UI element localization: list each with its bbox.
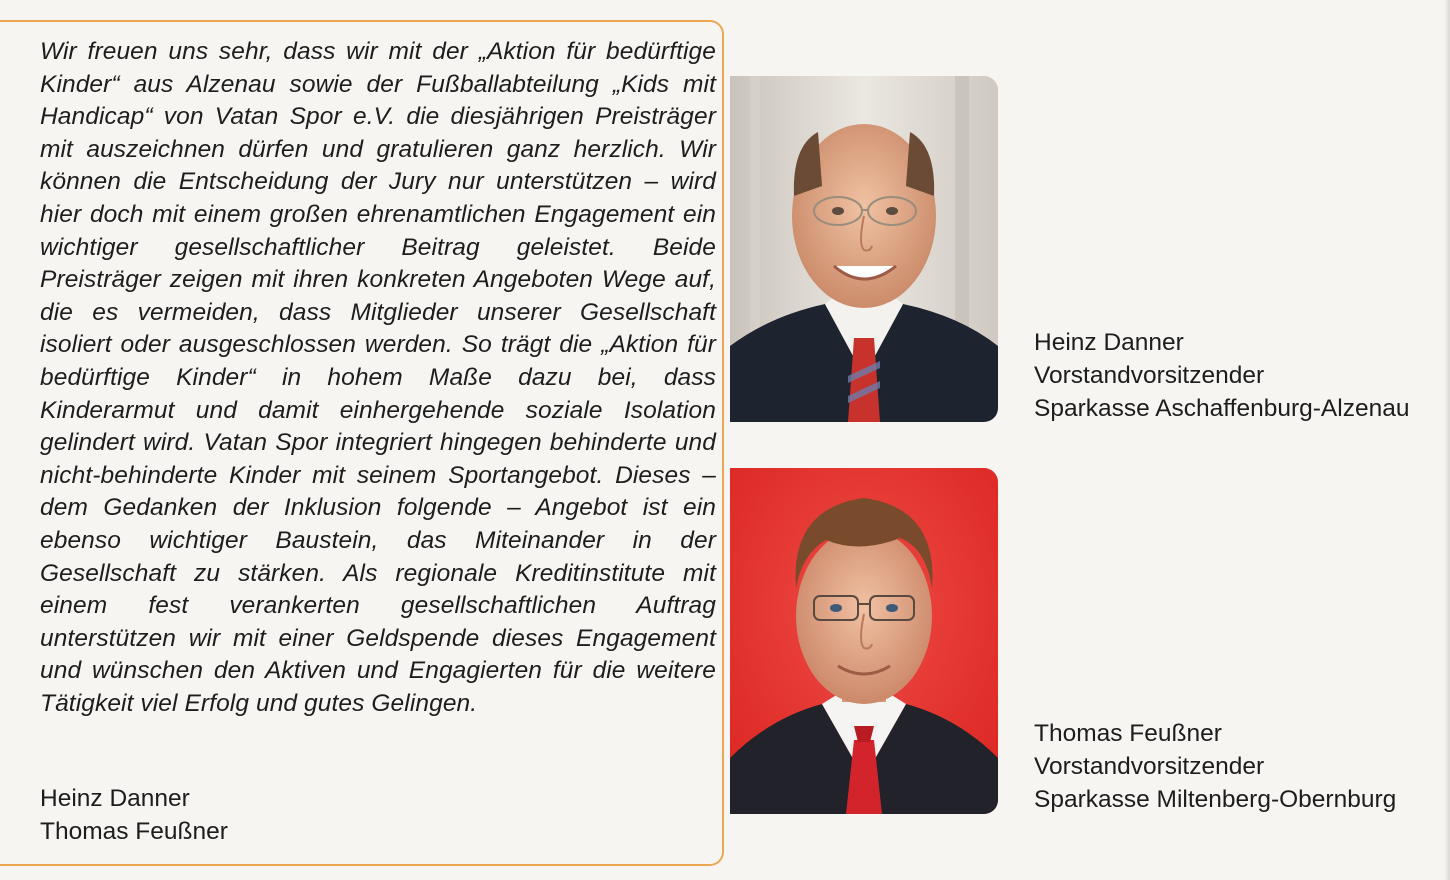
person-organization: Sparkasse Aschaffenburg-Alzenau — [1034, 395, 1410, 422]
caption-heinz-danner — [1034, 326, 1409, 425]
scan-edge — [1444, 0, 1450, 880]
person-role: Vorstandvorsitzender — [1034, 362, 1265, 389]
person-organization: Sparkasse Miltenberg-Obernburg — [1034, 786, 1397, 813]
statement-text: Wir freuen uns sehr, dass wir mit der „Aktion für bedürftige Kinder“ aus Alzenau sowie der Fußballabteilung „Kids mit Handicap“ von Vatan Spor e.V. die diesjährigen Preisträger mit auszeichnen dürfen und gratulieren ganz herzlich. Wir können die Entscheidung der Jury nur unterstützen – wird hier doch mit einem großen ehrenamtlichen Engagement ein wichtiger gesellschaftlicher Beitrag geleistet. Beide Preisträger zeigen mit ihren konkreten Angeboten Wege auf, die es vermeiden, dass Mitglieder unserer Gesellschaft isoliert oder ausgeschlossen werden. So trägt die „Aktion für bedürftige Kinder“ in hohem Maße dazu bei, dass Kinderarmut und damit einhergehende soziale Isolation gelindert wird. Vatan Spor integriert hingegen behinderte und nicht-behinderte Kinder mit seinem Sportangebot. Dieses – dem Gedanken der Inklusion folgende – Angebot ist ein ebenso wichtiger Baustein, das Miteinander in der Gesellschaft zu stärken. Als regionale Kreditinstitute mit einem fest verankerten gesellschaftlichen Auftrag unterstützen wir mit einer Geldspende dieses Engagement und wünschen den Aktiven und Engagierten für die weitere Tätigkeit viel Erfolg und gutes Gelingen. — [40, 38, 716, 717]
person-name: Thomas Feußner — [1034, 720, 1222, 747]
signature-name-2: Thomas Feußner — [40, 818, 228, 845]
signature-name-1: Heinz Danner — [40, 785, 190, 812]
caption-thomas-feussner — [1034, 717, 1396, 816]
portrait-thomas-feussner — [730, 468, 998, 814]
signature-block — [40, 782, 228, 848]
portrait-heinz-danner — [730, 76, 998, 422]
person-name: Heinz Danner — [1034, 329, 1184, 356]
person-role: Vorstandvorsitzender — [1034, 753, 1265, 780]
